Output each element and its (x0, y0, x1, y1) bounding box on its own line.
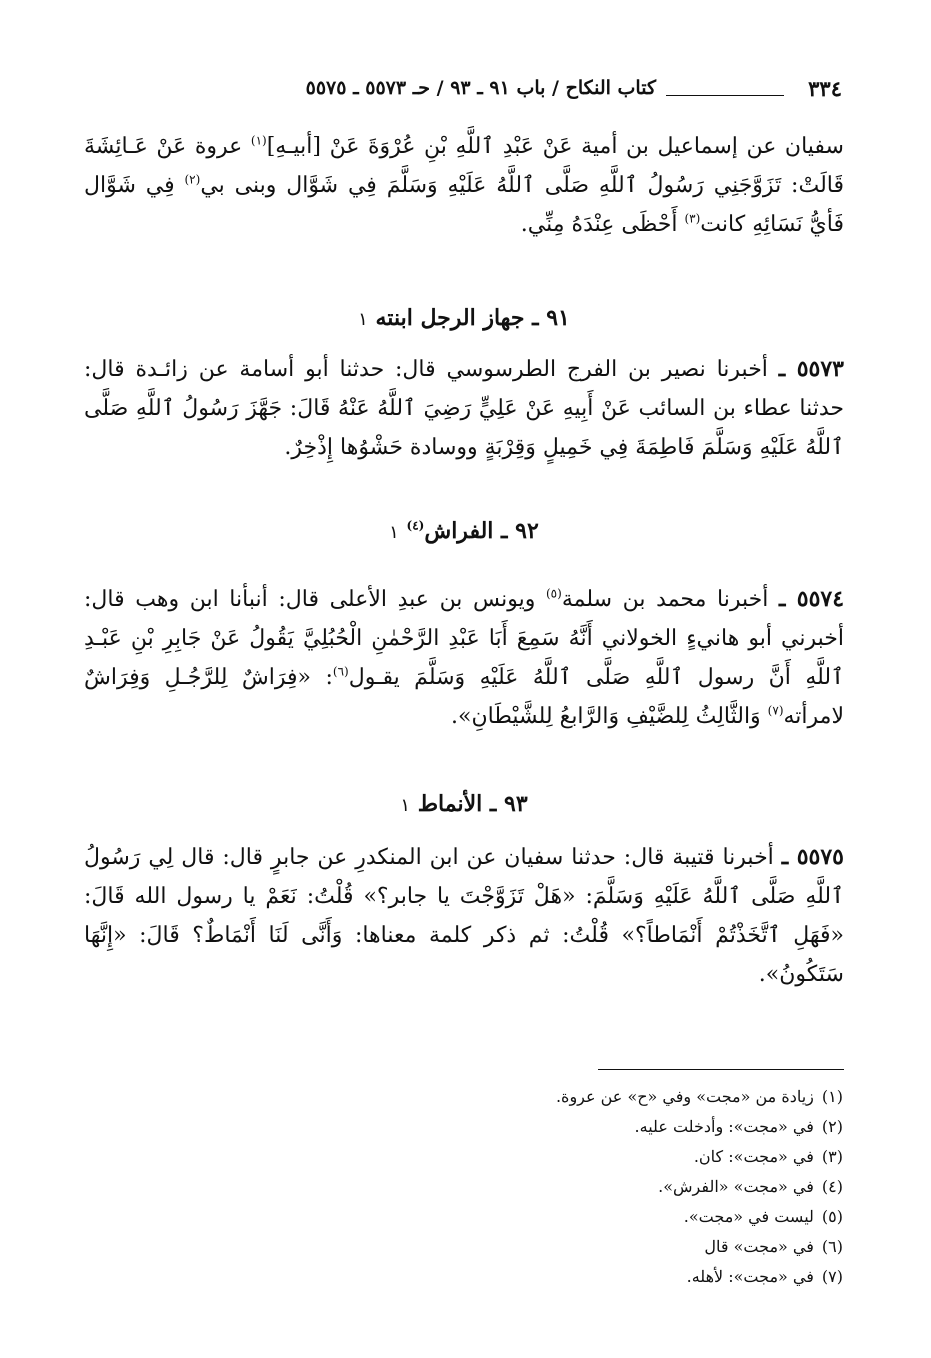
footnote-text: في «مجت»: كان. (693, 1147, 814, 1166)
section-heading-92 (84, 513, 844, 551)
intro-paragraph-block (84, 127, 844, 244)
section-heading-93 (84, 786, 844, 824)
footnote-ref-7[interactable]: (٧) (767, 703, 784, 718)
footnote-ref-4[interactable]: (٤) (406, 518, 425, 533)
section-92-heading-block (84, 513, 844, 551)
footnote-number: (٤) (821, 1177, 843, 1196)
hadith-5573-text: أخبرنا نصير بن الفرج الطرسوسي قال: حدثنا أبو أسامة عن زائـدة قال: حدثنا عطاء بن السائب عَنْ أَبِيهِ عَنْ عَلِيٍّ رَضِيَ ٱللَّهُ عَنْهُ قَالَ: جَهَّزَ رَسُولُ ٱللَّهِ صَلَّى ٱللَّهُ عَلَيْهِ وَسَلَّمَ فَاطِمَةَ فِي خَمِيلٍ وَقِرْبَةٍ ووسادة حَشْوُها إِذْخِرٌ. (84, 357, 844, 460)
hadith-5574-block (84, 580, 844, 736)
section-heading-92-note: ١ (389, 522, 399, 543)
footnotes (556, 1082, 843, 1292)
footnote-rule (598, 1069, 844, 1070)
footnote-ref-5[interactable]: (٥) (545, 586, 562, 601)
footnote-2 (556, 1112, 843, 1142)
intro-text: سفيان عن إسماعيل بن أمية عَنْ عَبْدِ ٱللَّهِ بْنِ عُرْوَةَ عَنْ [أبيـهِ] (266, 134, 844, 159)
footnote-4 (556, 1172, 843, 1202)
hadith-5575 (84, 838, 844, 994)
footnote-number: (٦) (821, 1237, 843, 1256)
intro-text-3: فِي شَوَّال فَأيُّ نَسَائِهِ كانت (84, 173, 844, 237)
footnote-text: في «مجت»: لأهله. (686, 1267, 814, 1286)
footnote-text: زيادة من «مجت» وفي «ح» عن عروة. (555, 1087, 814, 1106)
footnote-ref-6[interactable]: (٦) (332, 664, 349, 679)
hadith-5573 (84, 350, 844, 467)
section-heading-93-note: ١ (400, 795, 411, 816)
hadith-number-5575: ٥٥٧٥ ـ (781, 844, 844, 870)
hadith-5574 (84, 580, 844, 736)
footnote-3 (556, 1142, 843, 1172)
intro-paragraph (84, 127, 844, 244)
hadith-5575-text: أخبرنا قتيبة قال: حدثنا سفيان عن ابن المنكدرِ عن جابرٍ قال: قال لِي رَسُولُ ٱللَّهِ صَلَّى ٱللَّهُ عَلَيْهِ وَسَلَّمَ: «هَلْ تَزَوَّجْتَ يا جابر؟» قُلْتُ: نَعَمْ يا رسول الله قَالَ: «فَهَلِ ٱتَّخَذْتُمْ أَنْمَاطاً؟» قُلْتُ: ثم ذكر كلمة معناها: وَأَنَّى لَنَا أَنْمَاطٌ؟ قَالَ: «إِنَّهَا سَتَكُونُ». (84, 845, 844, 987)
footnote-number: (٢) (821, 1117, 843, 1136)
footnote-number: (١) (821, 1087, 843, 1106)
hadith-5574-text-2: ويونس بن عبدِ الأعلى قال: أنبأنا ابن وهب قال: أخبرني أبو هانيءٍ الخولاني أَنَّهُ سَمِعَ أَبَا عَبْدِ الرَّحْمٰنِ الْحُبُلِيَّ يَقُولُ عَنْ جَابِرِ بْنِ عَبْـدِ ٱللَّهِ أَنَّ رسول ٱللَّهِ صَلَّى ٱللَّهُ عَلَيْهِ وَسَلَّمَ يقـول (84, 587, 845, 690)
footnote-ref-2[interactable]: (٢) (184, 172, 201, 187)
footnote-text: في «مجت» «الفرش». (658, 1177, 814, 1196)
footnote-5 (556, 1202, 843, 1232)
page-number: ٣٣٤ (808, 76, 842, 101)
section-heading-92-text: ٩٢ ـ الفراش (424, 518, 539, 544)
footnote-number: (٧) (821, 1267, 843, 1286)
footnote-1 (556, 1082, 843, 1112)
hadith-number-5573: ٥٥٧٣ ـ (778, 356, 844, 382)
section-heading-91-text: ٩١ ـ جهاز الرجل ابنته (375, 305, 570, 331)
running-header (90, 76, 842, 112)
hadith-number-5574: ٥٥٧٤ ـ (779, 586, 845, 612)
footnote-ref-3[interactable]: (٣) (684, 211, 701, 226)
intro-text-2: عروة عَنْ عَـائِشَةَ قَالَتْ: تَزَوَّجَنِي رَسُولُ ٱللَّهِ صَلَّى ٱللَّهُ عَلَيْهِ وَسَلَّمَ فِي شَوَّال وبنى بي (84, 134, 844, 198)
section-heading-91 (84, 300, 844, 338)
section-heading-93-text: ٩٣ ـ الأنماط (417, 791, 528, 817)
section-93-heading-block (84, 786, 844, 824)
footnote-ref-1[interactable]: (١) (250, 133, 267, 148)
header-rule (666, 95, 784, 96)
hadith-5574-text-4: وَالثَّالِثُ لِلضَّيْفِ وَالرَّابعُ لِلشَّيْطَانِ». (451, 704, 768, 729)
footnote-number: (٥) (821, 1207, 843, 1226)
footnote-number: (٣) (821, 1147, 843, 1166)
intro-text-4: أَحْظَى عِنْدَهُ مِنِّي. (520, 212, 685, 237)
hadith-5574-text: أخبرنا محمد بن سلمة (561, 587, 779, 612)
footnote-6 (556, 1232, 843, 1262)
hadith-5573-block (84, 350, 844, 467)
footnote-text: في «مجت»: وأدخلت عليه. (634, 1117, 814, 1136)
footnote-7 (556, 1262, 843, 1292)
hadith-5574-text-3: : «فِرَاشٌ لِلرَّجُـلِ وَفِرَاشٌ لامرأته (84, 665, 844, 729)
section-91-heading-block (84, 300, 844, 338)
footnote-text: في «مجت» قال (704, 1237, 814, 1256)
running-title: كتاب النكاح / باب ٩١ ـ ٩٣ / حـ ٥٥٧٣ ـ ٥٥٧٥ (305, 77, 656, 99)
section-heading-91-note: ١ (358, 309, 368, 330)
footnote-text: ليست في «مجت». (683, 1207, 814, 1226)
hadith-5575-block (84, 838, 844, 994)
